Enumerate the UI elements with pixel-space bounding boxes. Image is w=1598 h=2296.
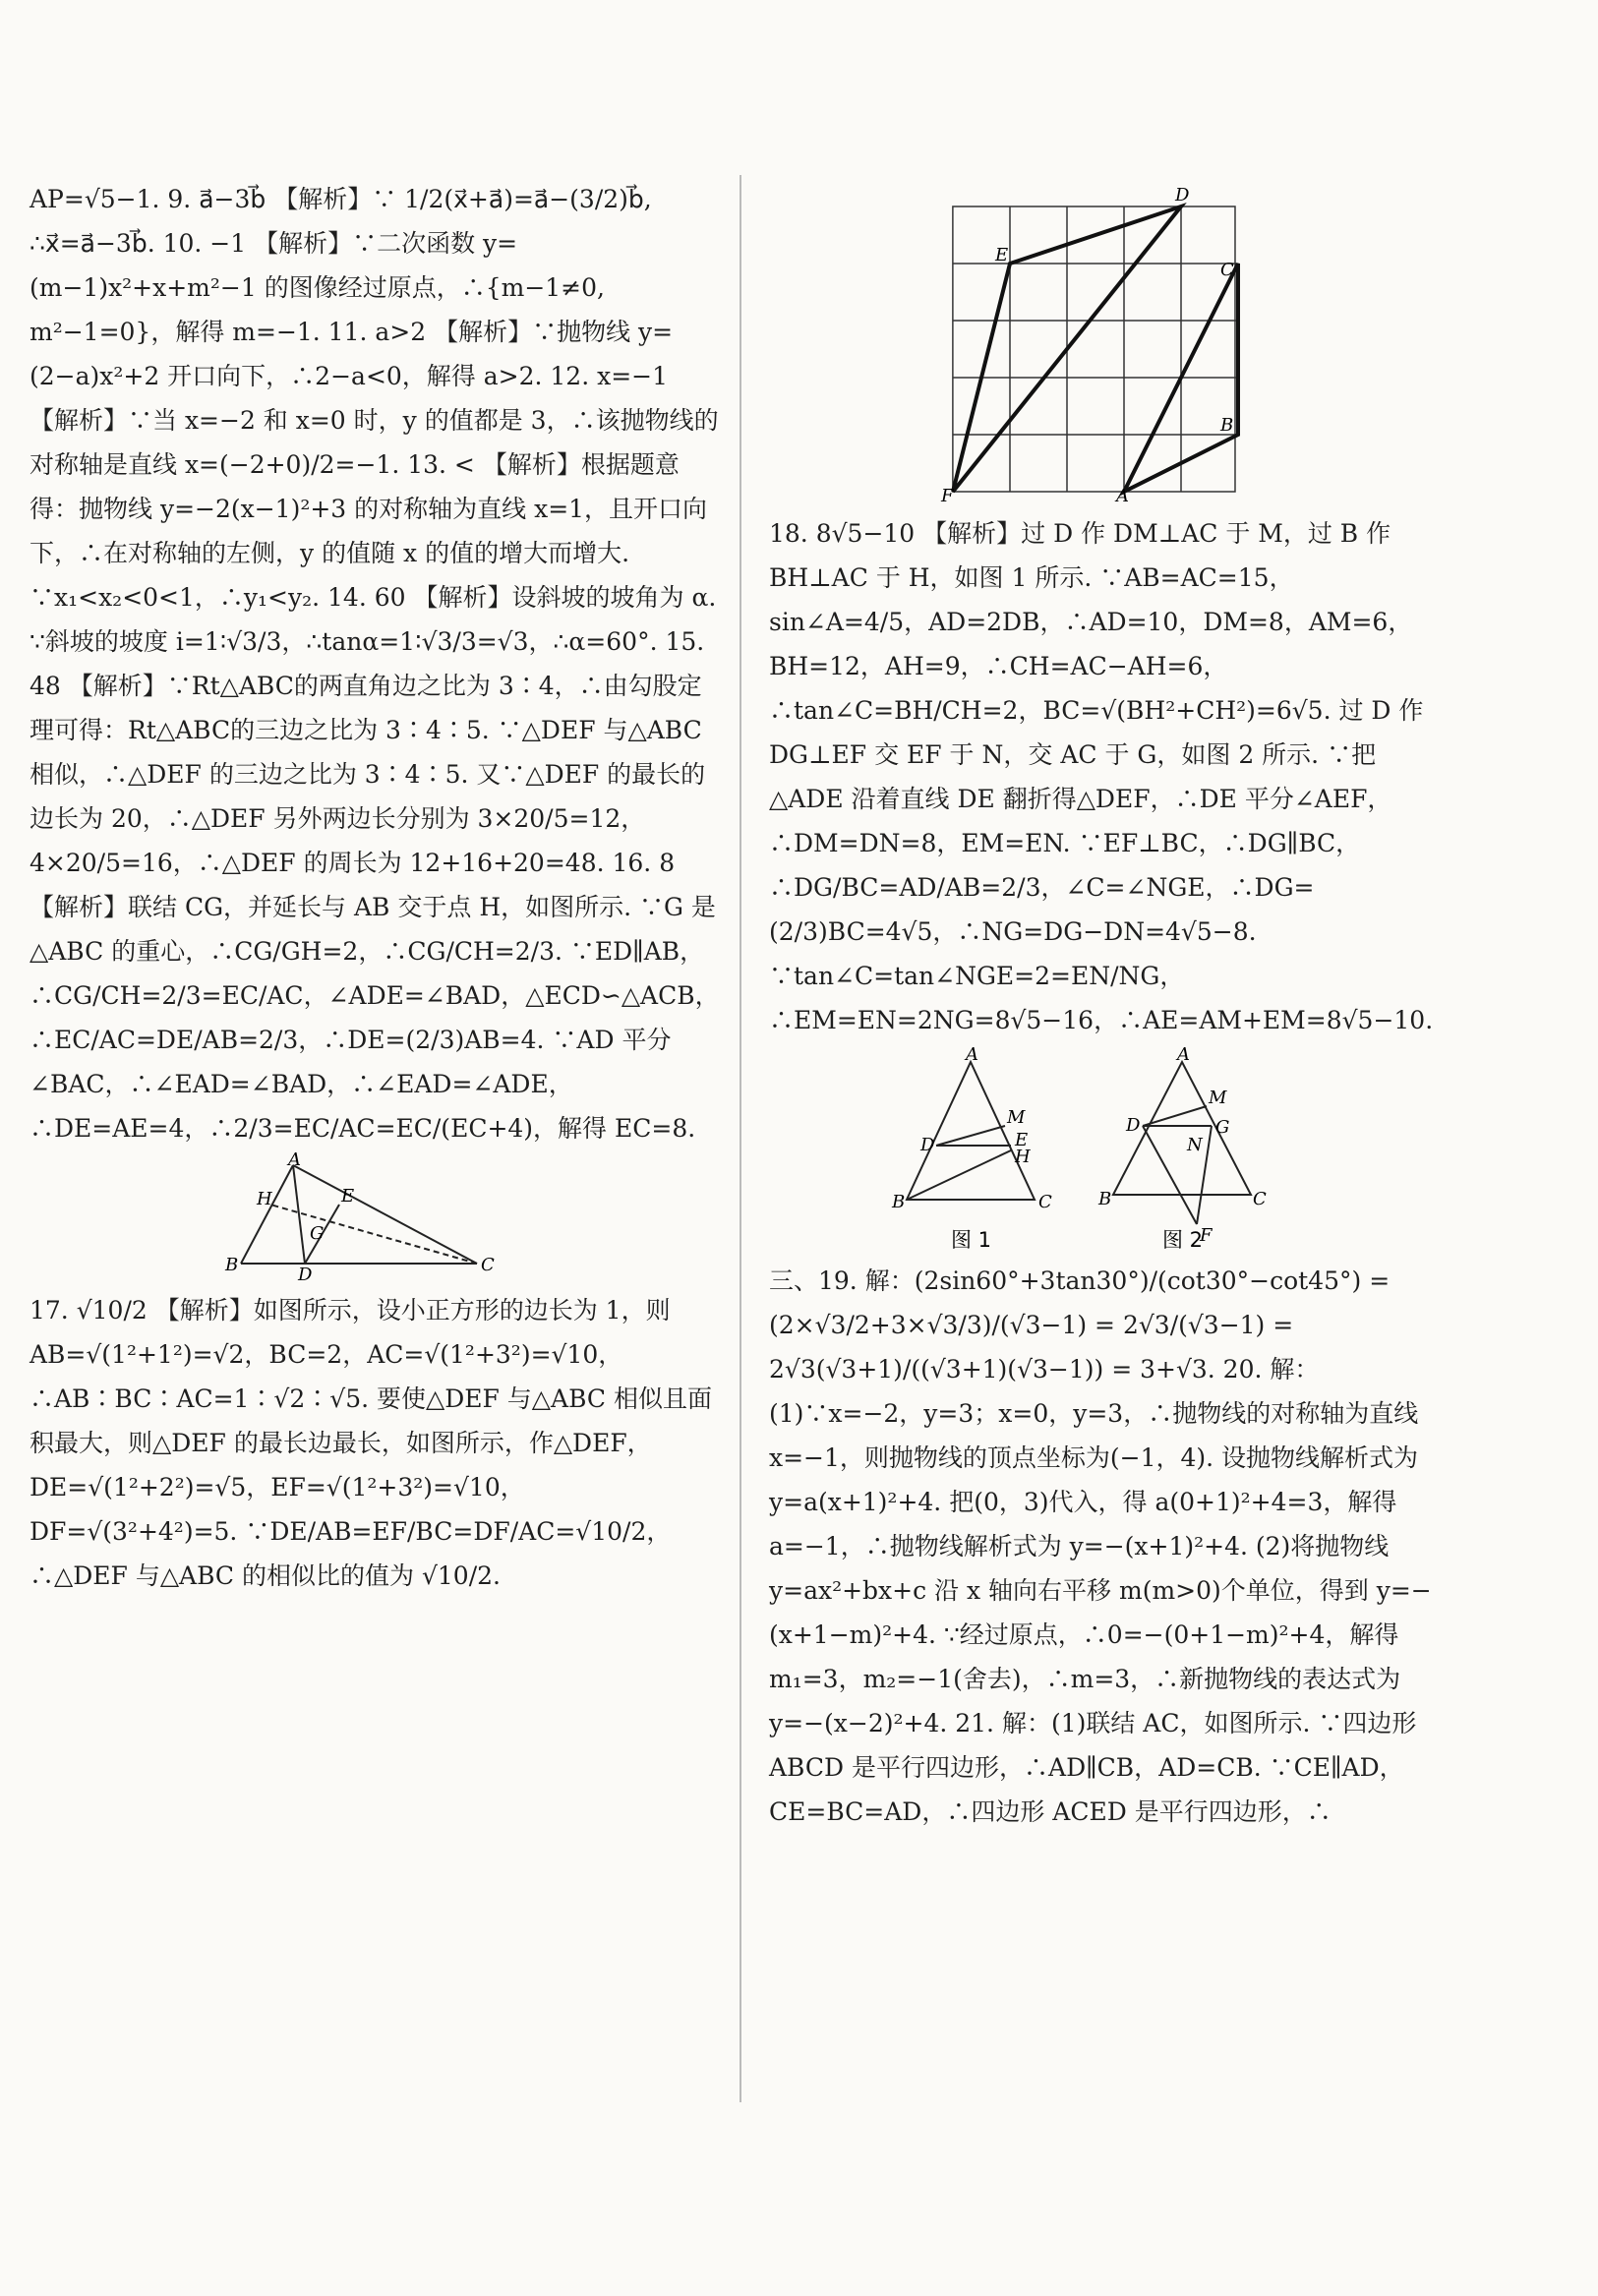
fig2-label-g: G bbox=[1215, 1117, 1230, 1138]
figure-q17-grid bbox=[941, 177, 1236, 506]
answer-text-9-16: AP=√5−1. 9. a⃗−3b⃗ 【解析】∵ 1/2(x⃗+a⃗)=a⃗−(3/2)b⃗, ∴x⃗=a⃗−3b⃗. 10. −1 【解析】∵二次函数 y=(m−1)x²+x+m²−1 的图像经过原点，∴{m−1≠0, m²−1=0}，解得 m=−1. 11. a>2 【解析】∵抛物线 y=(2−a)x²+2 开口向下，∴2−a<0，解得 a>2. 12. x=−1 【解析】∵当 x=−2 和 x=0 时，y 的值都是 3，∴该抛物线的对称轴是直线 x=(−2+0)/2=−1. 13. < 【解析】根据题意得：抛物线 y=−2(x−1)²+3 的对称轴为直线 x=1，且开口向下，∴在对称轴的左侧，y 的值随 x 的值的增大而增大. ∵x₁<x₂<0<1，∴y₁<y₂. 14. 60 【解析】设斜坡的坡角为 α. ∵斜坡的坡度 i=1∶√3/3，∴tanα=1∶√3/3=√3，∴α=60°. 15. 48 【解析】∵Rt△ABC的两直角边之比为 3∶4，∴由勾股定理可得：Rt△ABC的三边之比为 3∶4∶5. ∵△DEF 与△ABC 相似，∴△DEF 的三边之比为 3∶4∶5. 又∵△DEF 的最长的边长为 20，∴△DEF 另外两边长分别为 3×20/5=12，4×20/5=16，∴△DEF 的周长为 12+16+20=48. 16. 8 【解析】联结 CG，并延长与 AB 交于点 H，如图所示. ∵G 是△ABC 的重心，∴CG/GH=2，∴CG/CH=2/3. ∵ED∥AB，∴CG/CH=2/3=EC/AC，∠ADE=∠BAD，△ECD∽△ACB，∴EC/AC=DE/AB=2/3，∴DE=(2/3)AB=4. ∵AD 平分∠BAC，∴∠EAD=∠BAD，∴∠EAD=∠ADE，∴DE=AE=4，∴2/3=EC/AC=EC/(EC+4)，解得 EC=8. bbox=[30, 185, 720, 1143]
answer-text-18: 18. 8√5−10 【解析】过 D 作 DM⊥AC 于 M，过 B 作 BH⊥AC 于 H，如图 1 所示. ∵AB=AC=15，sin∠A=4/5，AD=2DB，∴AD=10，DM=8，AM=6，BH=12，AH=9，∴CH=AC−AH=6，∴tan∠C=BH/CH=2，BC=√(BH²+CH²)=6√5. 过 D 作 DG⊥EF 交 EF 于 N，交 AC 于 G，如图 2 所示. ∵把△ADE 沿着直线 DE 翻折得△DEF，∴DE 平分∠AEF，∴DM=DN=8，EM=EN. ∵EF⊥BC，∴DG∥BC，∴DG/BC=AD/AB=2/3，∠C=∠NGE，∴DG=(2/3)BC=4√5，∴NG=DG−DN=4√5−8. ∵tan∠C=tan∠NGE=2=EN/NG，∴EM=EN=2NG=8√5−16，∴AE=AM+EM=8√5−10. bbox=[769, 519, 1434, 1034]
label-f: F bbox=[941, 486, 954, 506]
label-b: B bbox=[1220, 415, 1234, 436]
label-e: E bbox=[341, 1186, 355, 1207]
fig2-label-m: M bbox=[1209, 1088, 1227, 1108]
fig1-label-m: M bbox=[1007, 1107, 1026, 1128]
triangle-diagram-q16 bbox=[211, 1149, 546, 1285]
fig2-label-f: F bbox=[1200, 1225, 1213, 1246]
triangle-diagrams-q18 bbox=[848, 1044, 1267, 1252]
label-g: G bbox=[310, 1223, 325, 1244]
fig1-label-h: H bbox=[1015, 1147, 1031, 1167]
fig1-label-e: E bbox=[1015, 1130, 1029, 1150]
figure-q16 bbox=[211, 1149, 546, 1285]
figure-1-caption: 图 1 bbox=[951, 1228, 992, 1252]
label-b: B bbox=[225, 1255, 239, 1275]
fig2-label-c: C bbox=[1253, 1189, 1267, 1209]
answer-text-17: 17. √10/2 【解析】如图所示，设小正方形的边长为 1，则 AB=√(1²+1²)=√2，BC=2，AC=√(1²+3²)=√10，∴AB∶BC∶AC=1∶√2∶√5. 要使△DEF 与△ABC 相似且面积最大，则△DEF 的最长边最长，如图所示，作△DEF，DE=√(1²+2²)=√5，EF=√(1²+3²)=√10，DF=√(3²+4²)=5. ∵DE/AB=EF/BC=DF/AC=√10/2，∴△DEF 与△ABC 的相似比的值为 √10/2. bbox=[30, 1296, 712, 1590]
label-a: A bbox=[1116, 486, 1129, 506]
fig2-label-b: B bbox=[1098, 1189, 1112, 1209]
label-e: E bbox=[995, 245, 1009, 265]
label-c: C bbox=[1220, 260, 1234, 280]
label-h: H bbox=[257, 1189, 272, 1209]
fig2-label-n: N bbox=[1187, 1135, 1203, 1155]
left-column bbox=[30, 177, 723, 1598]
label-a: A bbox=[288, 1149, 301, 1170]
fig2-label-d: D bbox=[1126, 1115, 1141, 1136]
fig2-label-a: A bbox=[1177, 1044, 1190, 1065]
fig1-label-b: B bbox=[892, 1192, 906, 1212]
grid-diagram-q17 bbox=[941, 177, 1236, 506]
answer-text-19-21: 三、19. 解：(2sin60°+3tan30°)/(cot30°−cot45°) = (2×√3/2+3×√3/3)/(√3−1) = 2√3/(√3−1) = 2√3(√3+1)/((√3+1)(√3−1)) = 3+√3. 20. 解：(1)∵x=−2，y=3；x=0，y=3，∴抛物线的对称轴为直线 x=−1，则抛物线的顶点坐标为(−1，4). 设抛物线解析式为 y=a(x+1)²+4. 把(0，3)代入，得 a(0+1)²+4=3，解得 a=−1，∴抛物线解析式为 y=−(x+1)²+4. (2)将抛物线 y=ax²+bx+c 沿 x 轴向右平移 m(m>0)个单位，得到 y=−(x+1−m)²+4. ∵经过原点，∴0=−(0+1−m)²+4，解得 m₁=3，m₂=−1(舍去)，∴m=3，∴新抛物线的表达式为 y=−(x−2)²+4. 21. 解：(1)联结 AC，如图所示. ∵四边形 ABCD 是平行四边形，∴AD∥CB，AD=CB. ∵CE∥AD，CE=BC=AD，∴四边形 ACED 是平行四边形，∴ bbox=[769, 1266, 1432, 1826]
fig1-label-a: A bbox=[966, 1044, 978, 1065]
right-column bbox=[769, 177, 1448, 1834]
fig1-label-d: D bbox=[920, 1135, 935, 1155]
fig1-label-c: C bbox=[1038, 1192, 1052, 1212]
label-d: D bbox=[298, 1265, 313, 1285]
label-c: C bbox=[481, 1255, 495, 1275]
figure-2-caption: 图 2 bbox=[1162, 1228, 1204, 1252]
column-divider bbox=[740, 175, 741, 2102]
label-d: D bbox=[1175, 185, 1190, 206]
figure-q18 bbox=[848, 1044, 1267, 1252]
